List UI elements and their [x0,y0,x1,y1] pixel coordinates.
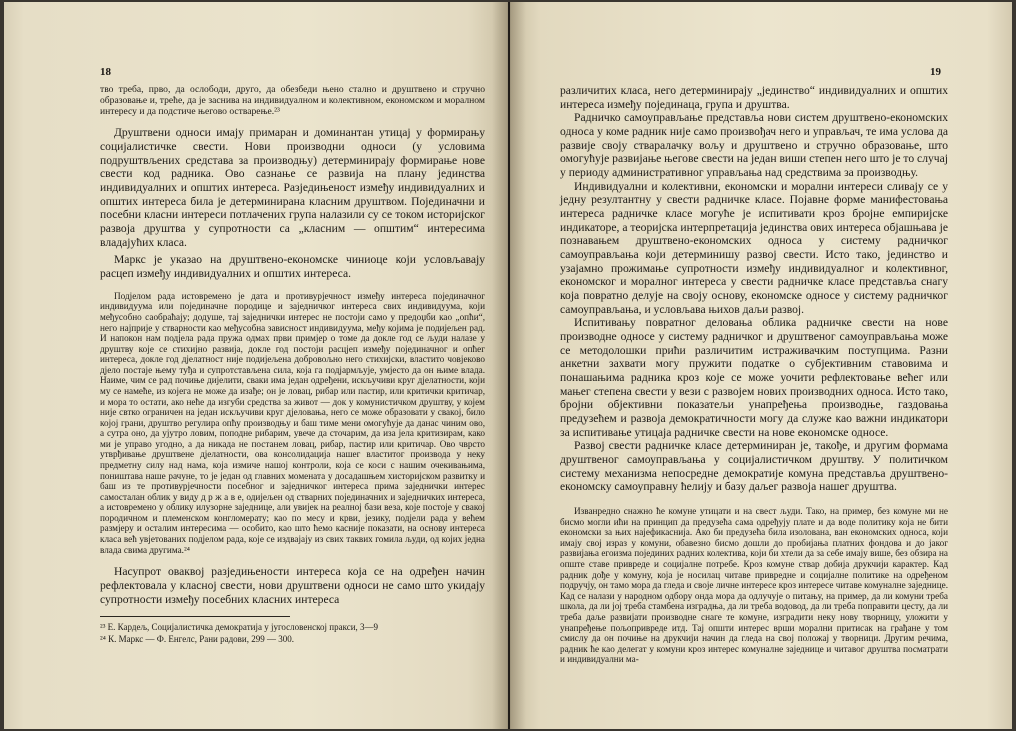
continued-quote: тво треба, прво, да ослободи, друго, да обезбеди њено стално и друштвено и стручно образовање и, треће, да је заснива на индивидуалном и колективном, економском и моралном интересу и да подстиче његово остварење.²³ [100,84,485,118]
paragraph: различитих класа, него детерминирају „јединство“ индивидуалних и општих интереса између појединаца, група и друштва. [560,84,948,111]
paragraph: Маркс је указао на друштвено-економске чиниоце који условљавају расцеп између индивидуалних и општих интереса. [100,253,485,281]
paragraph: Радничко самоуправљање представља нови систем друштвено-економских односа у коме радник није само произвођач него и управљач, те има услова да развије своју стваралачку вољу и друштвено и стручно образовање, што омогућује развијање његове свести на један виши степен него што је то случај у периоду административног управљања над средствима за производњу. [560,111,948,180]
right-page [510,2,1012,729]
page-number: 19 [930,66,941,78]
paragraph: Друштвени односи имају примаран и доминантан утицај у формирању социјалистичке свести. Нови производни односи (у условима подруштвљених средстава за производњу) детерминирају формирање нове свести код радника. Ово сазнање се развија на плану јединства индивидуалних и општих интереса. Разједињеност између индивидуалних и општих интереса била је детерминирана класним друштвом. Појединачни и посебни класни интереси потлачених група налазили су се током историјског развоја друштва у супротности са „класним — општим“ интересима владајућих класа. [100,126,485,249]
page-number: 18 [100,66,111,78]
right-page-text [560,84,948,665]
book-spread [4,2,1012,729]
block-quote: Изванредно снажно ће комуне утицати и на свест људи. Тако, на пример, без комуне ми не бисмо могли ићи на принцип да предузећа сама одређују плате и да воде политику која не бити економски за њих најефикаснија. Ако би предузећа била изолована, ван економских односа, који имају свој израз у комуни, обавезно бисмо дошли до пробијања платних фондова и до јаког развијања егоизма појединих радних колектива, који би хтели да за себе имају више, без обзира на опште ставе привреде и социјалне потребе. Кроз комуне ствар добија друкчији карактер. Кад радник дође у комуну, која је носилац читаве привредне и социјалне политике на одређеном подручју, он тамо мора да гледа и своје личне интересе кроз интересе читаве комуналне заједнице. Кад се налази у народном одбору онда мора да одлучује о питању, на пример, да ли комуни треба школа, да ли јој треба стамбена изградња, да ли треба водовод, да ли треба поправити цесту, да ли треба даље развијати производне снаге те комуне, изградити неку нову творницу, уложити у унапређење пољопривреде итд. Тај општи интерес врши морални притисак на грађане у том смислу да он почиње на друкчији начин да гледа на свој положај у творници. Другим речима, радник ће као делегат у комуни кроз интерес комуналне заједнице и читавог друштва посматрати и индивидуални ма- [560,506,948,665]
paragraph: Индивидуални и колективни, економски и морални интереси сливају се у једну резултантну у свести радничке класе. Појавне форме манифестовања интереса радничке класе могуће је испитивати кроз бројне емпиријске индикаторе, а теоријска интерпретација јединства ових интереса објашњава је познавањем друштвено-економских односа у систему радничког самоуправљања који детерминишу развој свести. Исто тако, јединство и узајамно прожимање супротности између индивидуалног и колективног, економског и моралног интереса у свести радничке класе представља снагу која повратно делује на своју основу, економске односе у систему радничког самоуправљања, и условљава њихов даљи развој. [560,179,948,316]
footnote-rule [100,616,290,617]
footnote: ²³ Е. Кардељ, Социјалистичка демократија у југословенској пракси, 3—9 [100,622,379,633]
paragraph: Испитивању повратног деловања облика радничке свести на нове производне односе у систему радничког и друштвеног самоуправљања може се методолошки прићи различитим истраживачким поступцима. Разни анкетни захвати могу пружити податке о субјективним ставовима и понашањима радника кроз које се може уочити рефлектовање већег или мањег степена свести у вези с развојем нових производних односа. Исто тако, бројни објективни показатељи унапређења производње, газдовања предузећем и развоја демократичности могу да служе као важни индикатори за испитивање утицаја радничке свести на нове економске односе. [560,316,948,439]
left-page-text [100,84,485,646]
paragraph: Развој свести радничке класе детерминиран је, такође, и другим формама друштвеног самоуправљања у социјалистичком друштву. У политичком систему механизма непосредне демократије комуна представља друштвено-економску самоуправну ћелију и базу даљег развоја нашег друштва. [560,439,948,494]
left-page [4,2,508,729]
footnote: ²⁴ К. Маркс — Ф. Енгелс, Рани радови, 299 — 300. [100,634,294,645]
paragraph: Насупрот оваквој разједињености интереса која се на одређен начин рефлектовала у класној свести, нови друштвени односи не само што укидају супротности између посебних класних интереса [100,565,485,606]
block-quote: Подјелом рада истовремено је дата и противурјечност између интереса појединачног индивидуума или појединачне породице и заједничког интереса свих индивидуума, који међусобно саобраћају; додуше, тај заједнички интерес не постоји само у предоџби као „опћи“, него најприје у стварности као међусобна зависност индивидуума, међу којима је подијељен рад. И напокон нам подјела рада пружа одмах први примјер о томе да докле год се људи налазе у друштву које се стихијно развија, докле год постоји расцјеп између појединачног и опћег интереса, докле год дјелатност није подијељена добровољно него стихијски, властито човјеково дјело постаје њему туђа и супротстављена сила, која га подјармљује, умјесто да он њиме влада. Наиме, чим се рад почиње дијелити, сваки има један одређени, искључиви круг дјелатности, који му се намеће, из којега не може да изађе; он је ловац, рибар или пастир, или критички критичар, и мора то остати, ако неће да изгуби средства за живот — док у комунистичком друштву, у којем није свтко ограничен на један искључиви круг дјеловања, него се може образовати у свакој, било којој грани, друштво регулира опћу производњу и баш тиме мени омогућује да данас чиним ово, а сутра оно, да ујутро ловим, поподне рибарим, увече да сточарим, да иза јела критизирам, како ми је управо угодно, а да никада не постанем ловац, рибар, пастир или критичар. Ово чврсто утврђивање друштвене дјелатности, ова консолидација нашег властитог производа у неку предметну силу над нама, која измиче нашој контроли, која се коси с нашим очекивањима, поништава наше рачуне, то је један од главних момената у досадашњем хисторијском развитку и баш из те противурјечности посебног и заједничког интереса прима заједнички интерес самосталан облик у виду д р ж а в е, одијељен од стварних појединачних и заједничких интереса, а истовремено у облику илузорне заједнице, али увијек на реалној бази веза, које постоје у свакој породичном и племенском конгломерату; као по месу и крви, језику, подјели рада у већем размјеру и осталим интересима — особито, као што ћемо касније показати, на основу интереса класа већ увјетованих подјелом рада, које се издвајају из свих таквих гомила људи, од којих једна влада свима другима.²⁴ [100,290,485,555]
